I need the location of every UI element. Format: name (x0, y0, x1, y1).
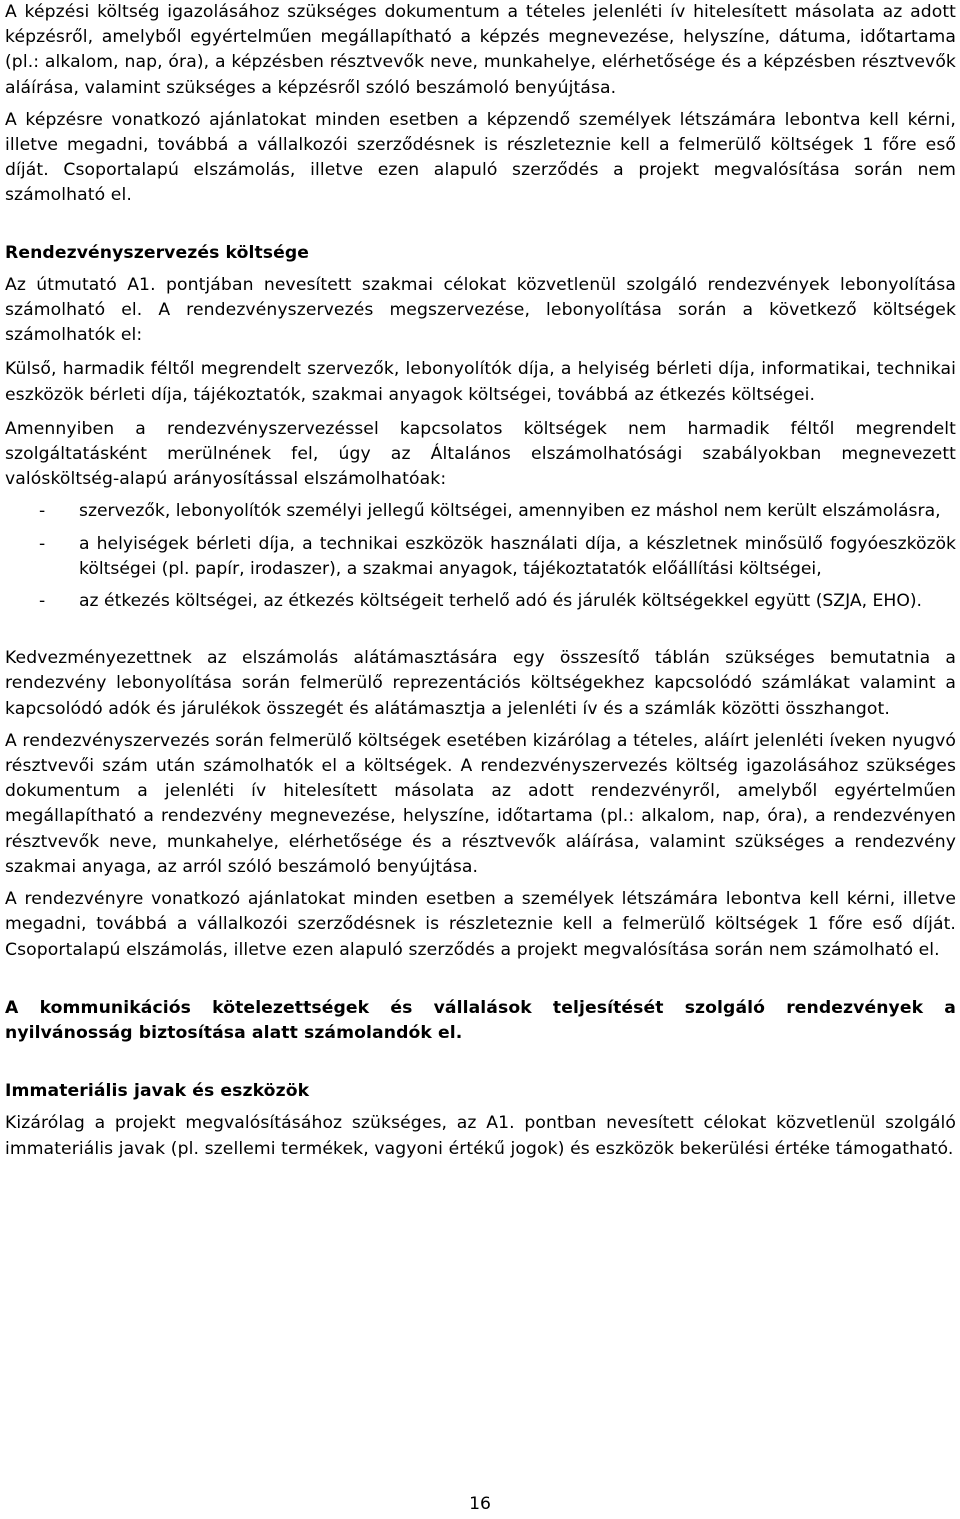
list-dash: - (39, 501, 46, 522)
paragraph-proportional-accounting: Amennyiben a rendezvényszervezéssel kapcsolatos költségek nem harmadik féltől megrendelt szolgáltatásként merülnének fel, úgy az Általános elszámolhatósági szabályokban megnevezett valósköltség-alapú arányosítással elszámolhatóak: (5, 418, 956, 490)
paragraph-training-cost-proof: A képzési költség igazolásához szükséges dokumentum a tételes jelenléti ív hitelesített másolata az adott képzésről, amelyből egyértelműen megállapítható a képzés megnevezése, helyszíne, dátuma, időtartama (pl.: alkalom, nap, óra), a képzésben résztvevők neve, munkahelye, elérhetősége és a képzésben résztvevők aláírása, valamint szükséges a képzésről szóló beszámoló benyújtása. (5, 2, 956, 98)
paragraph-event-eligible-costs: Az útmutató A1. pontjában nevesített szakmai célokat közvetlenül szolgáló rendezvények lebonyolítása számolható el. A rendezvényszervezés megszervezése, lebonyolítása során a következő költségek számolhatók el: (5, 274, 956, 346)
paragraph-event-offers: A rendezvényre vonatkozó ajánlatokat minden esetben a személyek létszámára lebontva kell kérni, illetve megadni, továbbá a vállalkozói szerződésnek is részleteznie kell a felmerülő költségek 1 főre eső díját. Csoportalapú elszámolás, illetve ezen alapuló szerződés a projekt megvalósítása során nem számolható el. (5, 889, 956, 960)
list-item (5, 532, 956, 582)
list-item (5, 499, 956, 524)
list-item-text: az étkezés költségei, az étkezés költségeit terhelő adó és járulék költségekkel együtt (SZJA, EHO). (79, 591, 923, 612)
paragraph-intangible-assets: Kizárólag a projekt megvalósításához szükséges, az A1. pontban nevesített célokat közvetlenül szolgáló immateriális javak (pl. szellemi termékek, vagyoni értékű jogok) és eszközök bekerülési értéke támogatható. (5, 1113, 956, 1159)
list-dash: - (39, 533, 46, 554)
paragraph-attendance-sheets: A rendezvényszervezés során felmerülő költségek esetében kizárólag a tételes, aláírt jelenléti íveken nyugvó résztvevői szám után számolhatók el a költségek. A rendezvényszervezés költség igazolásához szükséges dokumentum a jelenléti ív hitelesített másolata az adott rendezvényről, amelyből egyértelműen megállapítható a rendezvény megnevezése, helyszíne, időtartama (pl.: alkalom, nap, óra), a rendezvényen résztvevők neve, munkahelye, elérhetősége és a résztvevők aláírása, valamint szükséges a rendezvény szakmai anyaga, az arról szóló beszámoló benyújtása. (5, 730, 956, 877)
heading-communication-events: A kommunikációs kötelezettségek és vállalások teljesítését szolgáló rendezvények a nyilvánosság biztosítása alatt számolandók el. (5, 997, 956, 1043)
paragraph-summary-table: Kedvezményezettnek az elszámolás alátámasztására egy összesítő táblán szükséges bemutatnia a rendezvény lebonyolítása során felmerülő reprezentációs költségekhez kapcsolódó számlákat valamint a kapcsolódó adók és járulékok összegét és alátámasztja a jelenléti ív és a számlák közötti összhangot. (5, 648, 956, 719)
heading-event-organizing-cost: Rendezvényszervezés költsége (5, 242, 310, 263)
document-body (5, 0, 956, 1162)
list-dash: - (39, 591, 46, 612)
list-item-text: a helyiségek bérleti díja, a technikai eszközök használati díja, a készletnek minősülő fogyóeszközök költségei (pl. papír, irodaszer), a szakmai anyagok, tájékoztatatók előállítási költségei, (79, 533, 956, 579)
list-item (5, 589, 956, 614)
page-number: 16 (469, 1494, 491, 1514)
list-item-text: szervezők, lebonyolítók személyi jellegű költségei, amennyiben ez máshol nem került elszámolásra, (79, 501, 941, 522)
cost-list (5, 499, 956, 614)
paragraph-training-offers: A képzésre vonatkozó ajánlatokat minden esetben a képzendő személyek létszámára lebontva kell kérni, illetve megadni, továbbá a vállalkozói szerződésnek is részleteznie kell a felmerülő költségek 1 főre eső díját. Csoportalapú elszámolás, illetve ezen alapuló szerződés a projekt megvalósítása során nem számolható el. (5, 109, 956, 206)
heading-intangible-assets: Immateriális javak és eszközök (5, 1081, 310, 1102)
paragraph-external-organizers: Külső, harmadik féltől megrendelt szervezők, lebonyolítók díja, a helyiség bérleti díja, informatikai, technikai eszközök bérleti díja, tájékoztatók, szakmai anyagok költségei, továbbá az étkezés költségei. (5, 359, 956, 405)
